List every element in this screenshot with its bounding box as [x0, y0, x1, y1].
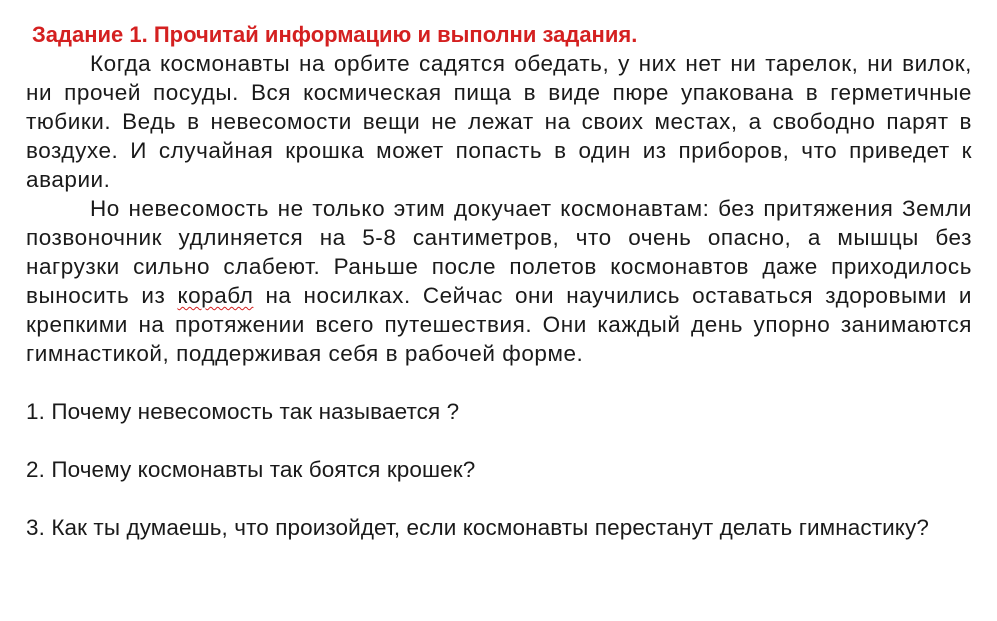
paragraph-weightlessness-text-start: Но невесомость не только этим докучает космонавтам: без притяжения Земли позвоночник удлиняется на 5-8 сантиметров, что очень опасно, а мышцы без нагрузки сильно слабеют. Раньше после полетов космонавтов даже приходилось выносить из [26, 196, 972, 308]
question-3: 3. Как ты думаешь, что произойдет, если космонавты перестанут делать гимнастику? [26, 515, 929, 540]
document-page [26, 20, 972, 542]
spellcheck-flagged-word: корабл [177, 283, 254, 308]
paragraph-food-text: Когда космонавты на орбите садятся обедать, у них нет ни тарелок, ни вилок, ни прочей посуды. Вся космическая пища в виде пюре упакована в герметичные тюбики. Ведь в невесомости вещи не лежат на своих местах, а свободно парят в воздухе. И случайная крошка может попасть в один из приборов, что приведет к аварии. [26, 51, 972, 192]
question-1: 1. Почему невесомость так называется ? [26, 399, 460, 424]
task-title: Задание 1. Прочитай информацию и выполни задания. [32, 22, 638, 47]
question-2: 2. Почему космонавты так боятся крошек? [26, 457, 476, 482]
question-list [26, 397, 972, 542]
paragraph-weightlessness [26, 194, 972, 368]
paragraph-weightlessness-text-end: на носилках. Сейчас они научились оставаться здоровыми и крепкими на протяжении всего путешествия. Они каждый день упорно занимаются гимнастикой, поддерживая себя в рабочей форме. [26, 283, 972, 366]
paragraph-food [26, 49, 972, 194]
